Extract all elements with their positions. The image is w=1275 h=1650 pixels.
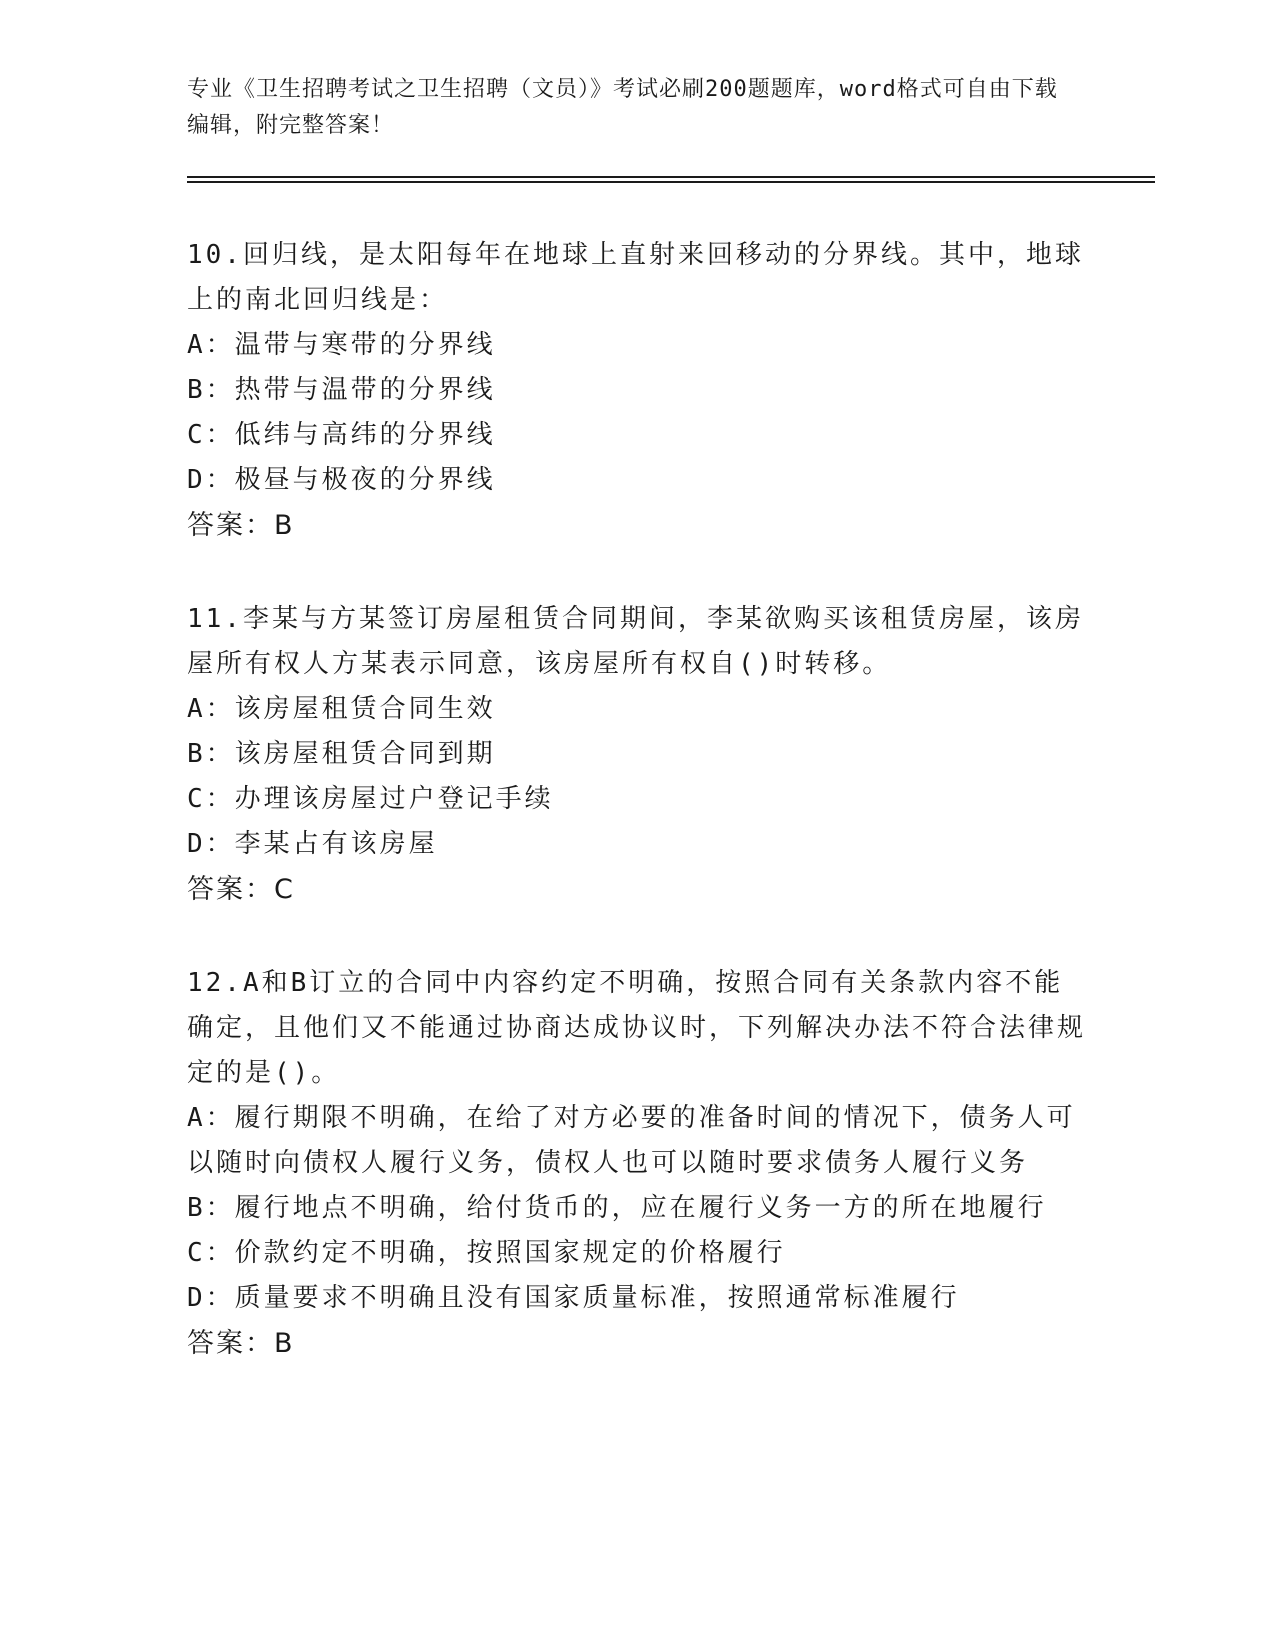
header-divider-bottom (187, 181, 1155, 183)
answer-line (187, 503, 1087, 548)
answer-label: 答案： (187, 510, 274, 541)
answer-label: 答案： (187, 1328, 274, 1359)
option-b: B：热带与温带的分界线 (187, 375, 496, 405)
option-c: C：办理该房屋过户登记手续 (187, 784, 554, 814)
option-b: B：该房屋租赁合同到期 (187, 739, 496, 769)
question-10 (187, 233, 1087, 548)
option-d: D：质量要求不明确且没有国家质量标准，按照通常标准履行 (187, 1283, 960, 1313)
document-header: 专业《卫生招聘考试之卫生招聘（文员）》考试必刷200题题库，word格式可自由下载编辑，附完整答案！ (187, 77, 1058, 138)
option-b: B：履行地点不明确，给付货币的，应在履行义务一方的所在地履行 (187, 1193, 1047, 1223)
answer-value: B (274, 510, 295, 541)
option-c: C：价款约定不明确，按照国家规定的价格履行 (187, 1238, 786, 1268)
answer-label: 答案： (187, 874, 274, 905)
question-stem: 12.A和B订立的合同中内容约定不明确，按照合同有关条款内容不能确定，且他们又不能通过协商达成协议时，下列解决办法不符合法律规定的是()。 (187, 968, 1087, 1088)
header-divider-top (187, 176, 1155, 178)
question-12 (187, 961, 1087, 1366)
option-d: D：李某占有该房屋 (187, 829, 438, 859)
answer-line (187, 1321, 1087, 1366)
answer-value: B (274, 1328, 295, 1359)
option-a: A：履行期限不明确，在给了对方必要的准备时间的情况下，债务人可以随时向债权人履行义务，债权人也可以随时要求债务人履行义务 (187, 1103, 1076, 1178)
option-d: D：极昼与极夜的分界线 (187, 465, 496, 495)
option-a: A：温带与寒带的分界线 (187, 330, 496, 360)
answer-line (187, 867, 1087, 912)
question-stem: 11.李某与方某签订房屋租赁合同期间，李某欲购买该租赁房屋，该房屋所有权人方某表示同意，该房屋所有权自()时转移。 (187, 604, 1084, 679)
question-stem: 10.回归线，是太阳每年在地球上直射来回移动的分界线。其中，地球上的南北回归线是： (187, 240, 1084, 315)
option-c: C：低纬与高纬的分界线 (187, 420, 496, 450)
option-a: A：该房屋租赁合同生效 (187, 694, 496, 724)
question-11 (187, 597, 1087, 912)
answer-value: C (274, 874, 295, 905)
